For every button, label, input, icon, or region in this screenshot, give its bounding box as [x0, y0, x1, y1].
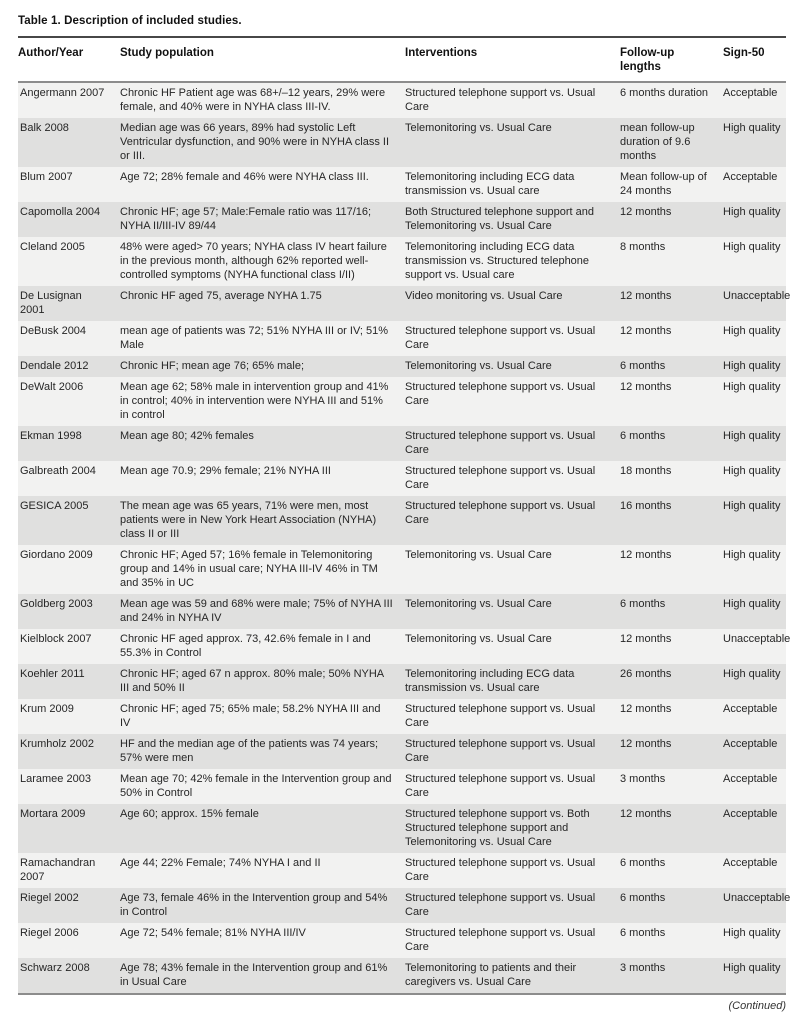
author-year-cell: Balk 2008 — [20, 122, 69, 134]
table-row — [18, 118, 786, 167]
author-year-cell: Ramachandran 2007 — [20, 857, 96, 883]
follow-up-cell: 8 months — [620, 241, 666, 253]
author-year-cell: Goldberg 2003 — [20, 598, 93, 610]
author-year-cell: Angermann 2007 — [20, 87, 105, 99]
interventions-cell: Structured telephone support vs. Usual Care — [405, 927, 596, 953]
table-row — [18, 594, 786, 629]
study-population-cell: Age 72; 54% female; 81% NYHA III/IV — [120, 927, 306, 939]
table-title: Table 1. Description of included studies. — [18, 15, 242, 27]
column-header-sign-50: Sign-50 — [723, 37, 786, 82]
study-population-cell: Age 60; approx. 15% female — [120, 808, 259, 820]
study-population-cell: Mean age 70.9; 29% female; 21% NYHA III — [120, 465, 331, 477]
interventions-cell: Video monitoring vs. Usual Care — [405, 290, 563, 302]
table-row — [18, 664, 786, 699]
interventions-cell: Telemonitoring including ECG data transmission vs. Usual care — [405, 171, 575, 197]
author-year-cell: Laramee 2003 — [20, 773, 91, 785]
interventions-cell: Telemonitoring vs. Usual Care — [405, 633, 552, 645]
author-year-cell: De Lusignan 2001 — [20, 290, 82, 316]
author-year-cell: DeBusk 2004 — [20, 325, 87, 337]
study-population-cell: 48% were aged> 70 years; NYHA class IV heart failure in the previous month, although 62% reported well-controlled symptoms (NYHA functional class I/II) — [120, 241, 387, 281]
interventions-cell: Both Structured telephone support and Telemonitoring vs. Usual Care — [405, 206, 594, 232]
author-year-cell: Krumholz 2002 — [20, 738, 94, 750]
study-population-cell: Mean age 80; 42% females — [120, 430, 254, 442]
sign-50-cell: Acceptable — [723, 773, 778, 785]
follow-up-cell: 18 months — [620, 465, 672, 477]
column-header-author-year: Author/Year — [18, 37, 120, 82]
study-population-cell: Chronic HF; Aged 57; 16% female in Telemonitoring group and 14% in usual care; NYHA III-IV 46% in TM and 35% in UC — [120, 549, 378, 589]
table-row — [18, 286, 786, 321]
follow-up-cell: 6 months — [620, 892, 666, 904]
sign-50-cell: High quality — [723, 122, 781, 134]
table-row — [18, 167, 786, 202]
follow-up-cell: 12 months — [620, 738, 672, 750]
study-population-cell: Chronic HF; aged 67 n approx. 80% male; 50% NYHA III and 50% II — [120, 668, 384, 694]
sign-50-cell: Acceptable — [723, 808, 778, 820]
sign-50-cell: High quality — [723, 325, 781, 337]
table-row — [18, 426, 786, 461]
author-year-cell: Dendale 2012 — [20, 360, 89, 372]
follow-up-cell: 6 months — [620, 927, 666, 939]
study-population-cell: Age 73, female 46% in the Intervention group and 54% in Control — [120, 892, 388, 918]
column-header-interventions: Interventions — [405, 37, 620, 82]
follow-up-cell: 12 months — [620, 325, 672, 337]
author-year-cell: Riegel 2002 — [20, 892, 79, 904]
interventions-cell: Telemonitoring including ECG data transmission vs. Usual care — [405, 668, 575, 694]
sign-50-cell: High quality — [723, 360, 781, 372]
author-year-cell: Riegel 2006 — [20, 927, 79, 939]
interventions-cell: Structured telephone support vs. Usual Care — [405, 500, 596, 526]
sign-50-cell: Acceptable — [723, 857, 778, 869]
table-row — [18, 321, 786, 356]
author-year-cell: Blum 2007 — [20, 171, 73, 183]
interventions-cell: Telemonitoring vs. Usual Care — [405, 549, 552, 561]
interventions-cell: Structured telephone support vs. Usual Care — [405, 430, 596, 456]
interventions-cell: Structured telephone support vs. Usual Care — [405, 773, 596, 799]
follow-up-cell: 12 months — [620, 381, 672, 393]
interventions-cell: Structured telephone support vs. Usual Care — [405, 381, 596, 407]
study-population-cell: mean age of patients was 72; 51% NYHA III or IV; 51% Male — [120, 325, 389, 351]
table-row — [18, 699, 786, 734]
column-header-follow-up-lengths: Follow-up lengths — [620, 37, 723, 82]
table-row — [18, 804, 786, 853]
study-population-cell: HF and the median age of the patients was 74 years; 57% were men — [120, 738, 379, 764]
study-population-cell: Chronic HF; mean age 76; 65% male; — [120, 360, 305, 372]
follow-up-cell: 12 months — [620, 808, 672, 820]
sign-50-cell: High quality — [723, 927, 781, 939]
sign-50-cell: High quality — [723, 465, 781, 477]
follow-up-cell: 6 months — [620, 857, 666, 869]
follow-up-cell: 6 months — [620, 360, 666, 372]
study-population-cell: Chronic HF Patient age was 68+/–12 years, 29% were female, and 40% were in NYHA class III-IV. — [120, 87, 386, 113]
sign-50-cell: High quality — [723, 668, 781, 680]
table-row — [18, 923, 786, 958]
study-population-cell: Mean age 62; 58% male in intervention group and 41% in control; 40% in intervention were NYHA III and 51% in control — [120, 381, 389, 421]
study-population-cell: Age 44; 22% Female; 74% NYHA I and II — [120, 857, 321, 869]
studies-table — [18, 36, 791, 995]
author-year-cell: Krum 2009 — [20, 703, 74, 715]
author-year-cell: Giordano 2009 — [20, 549, 93, 561]
interventions-cell: Structured telephone support vs. Usual Care — [405, 465, 596, 491]
interventions-cell: Telemonitoring vs. Usual Care — [405, 360, 552, 372]
author-year-cell: Galbreath 2004 — [20, 465, 96, 477]
interventions-cell: Structured telephone support vs. Usual Care — [405, 857, 596, 883]
follow-up-cell: 6 months — [620, 430, 666, 442]
table-row — [18, 888, 786, 923]
sign-50-cell: High quality — [723, 381, 781, 393]
table-row — [18, 461, 786, 496]
interventions-cell: Structured telephone support vs. Usual Care — [405, 703, 596, 729]
sign-50-cell: High quality — [723, 598, 781, 610]
interventions-cell: Telemonitoring vs. Usual Care — [405, 598, 552, 610]
study-population-cell: Mean age 70; 42% female in the Intervention group and 50% in Control — [120, 773, 392, 799]
interventions-cell: Telemonitoring to patients and their caregivers vs. Usual Care — [405, 962, 577, 988]
author-year-cell: Schwarz 2008 — [20, 962, 90, 974]
follow-up-cell: 3 months — [620, 773, 666, 785]
study-population-cell: Chronic HF aged 75, average NYHA 1.75 — [120, 290, 322, 302]
continued-note: (Continued) — [728, 1000, 786, 1012]
sign-50-cell: Acceptable — [723, 703, 778, 715]
author-year-cell: Koehler 2011 — [20, 668, 85, 680]
study-population-cell: Age 72; 28% female and 46% were NYHA class III. — [120, 171, 369, 183]
table-body — [18, 82, 791, 994]
study-population-cell: Mean age was 59 and 68% were male; 75% of NYHA III and 24% in NYHA IV — [120, 598, 393, 624]
follow-up-cell: 12 months — [620, 549, 672, 561]
sign-50-cell: High quality — [723, 241, 781, 253]
author-year-cell: Mortara 2009 — [20, 808, 86, 820]
follow-up-cell: 3 months — [620, 962, 666, 974]
header-row — [18, 37, 786, 82]
sign-50-cell: High quality — [723, 430, 781, 442]
table-row — [18, 629, 786, 664]
study-population-cell: Chronic HF aged approx. 73, 42.6% female in I and 55.3% in Control — [120, 633, 371, 659]
sign-50-cell: Unacceptable — [723, 290, 791, 302]
sign-50-cell: Acceptable — [723, 171, 778, 183]
table-row — [18, 853, 786, 888]
sign-50-cell: High quality — [723, 962, 781, 974]
follow-up-cell: 12 months — [620, 703, 672, 715]
author-year-cell: Cleland 2005 — [20, 241, 85, 253]
sign-50-cell: Acceptable — [723, 87, 778, 99]
study-population-cell: Age 78; 43% female in the Intervention group and 61% in Usual Care — [120, 962, 388, 988]
table-row — [18, 377, 786, 426]
study-population-cell: The mean age was 65 years, 71% were men, most patients were in New York Heart Association (NYHA) class II or III — [120, 500, 377, 540]
interventions-cell: Structured telephone support vs. Usual Care — [405, 325, 596, 351]
follow-up-cell: 6 months duration — [620, 87, 709, 99]
interventions-cell: Structured telephone support vs. Both Structured telephone support and Telemonitoring vs. Usual Care — [405, 808, 590, 848]
follow-up-cell: 26 months — [620, 668, 672, 680]
table-row — [18, 82, 786, 118]
sign-50-cell: High quality — [723, 500, 781, 512]
table-row — [18, 769, 786, 804]
interventions-cell: Structured telephone support vs. Usual Care — [405, 738, 596, 764]
interventions-cell: Telemonitoring vs. Usual Care — [405, 122, 552, 134]
sign-50-cell: Unacceptable — [723, 633, 791, 645]
table-row — [18, 356, 786, 377]
follow-up-cell: 6 months — [620, 598, 666, 610]
sign-50-cell: High quality — [723, 549, 781, 561]
table-header — [18, 37, 786, 82]
author-year-cell: Capomolla 2004 — [20, 206, 101, 218]
study-population-cell: Chronic HF; age 57; Male:Female ratio was 117/16; NYHA II/III-IV 89/44 — [120, 206, 372, 232]
sign-50-cell: Unacceptable — [723, 892, 791, 904]
author-year-cell: GESICA 2005 — [20, 500, 89, 512]
column-header-study-population: Study population — [120, 37, 405, 82]
sign-50-cell: Acceptable — [723, 738, 778, 750]
study-population-cell: Chronic HF; aged 75; 65% male; 58.2% NYHA III and IV — [120, 703, 381, 729]
table-row — [18, 237, 786, 286]
table-row — [18, 734, 786, 769]
follow-up-cell: 12 months — [620, 290, 672, 302]
follow-up-cell: Mean follow-up of 24 months — [620, 171, 707, 197]
interventions-cell: Structured telephone support vs. Usual Care — [405, 892, 596, 918]
table-row — [18, 496, 786, 545]
follow-up-cell: 12 months — [620, 206, 672, 218]
interventions-cell: Telemonitoring including ECG data transmission vs. Structured telephone support vs. Usual care — [405, 241, 590, 281]
follow-up-cell: mean follow-up duration of 9.6 months — [620, 122, 695, 162]
follow-up-cell: 16 months — [620, 500, 672, 512]
table-row — [18, 545, 786, 594]
study-population-cell: Median age was 66 years, 89% had systolic Left Ventricular dysfunction, and 90% were in NYHA class II or III. — [120, 122, 390, 162]
table-row — [18, 958, 786, 994]
author-year-cell: Kielblock 2007 — [20, 633, 92, 645]
follow-up-cell: 12 months — [620, 633, 672, 645]
author-year-cell: DeWalt 2006 — [20, 381, 84, 393]
interventions-cell: Structured telephone support vs. Usual Care — [405, 87, 596, 113]
table-row — [18, 202, 786, 237]
author-year-cell: Ekman 1998 — [20, 430, 82, 442]
sign-50-cell: High quality — [723, 206, 781, 218]
